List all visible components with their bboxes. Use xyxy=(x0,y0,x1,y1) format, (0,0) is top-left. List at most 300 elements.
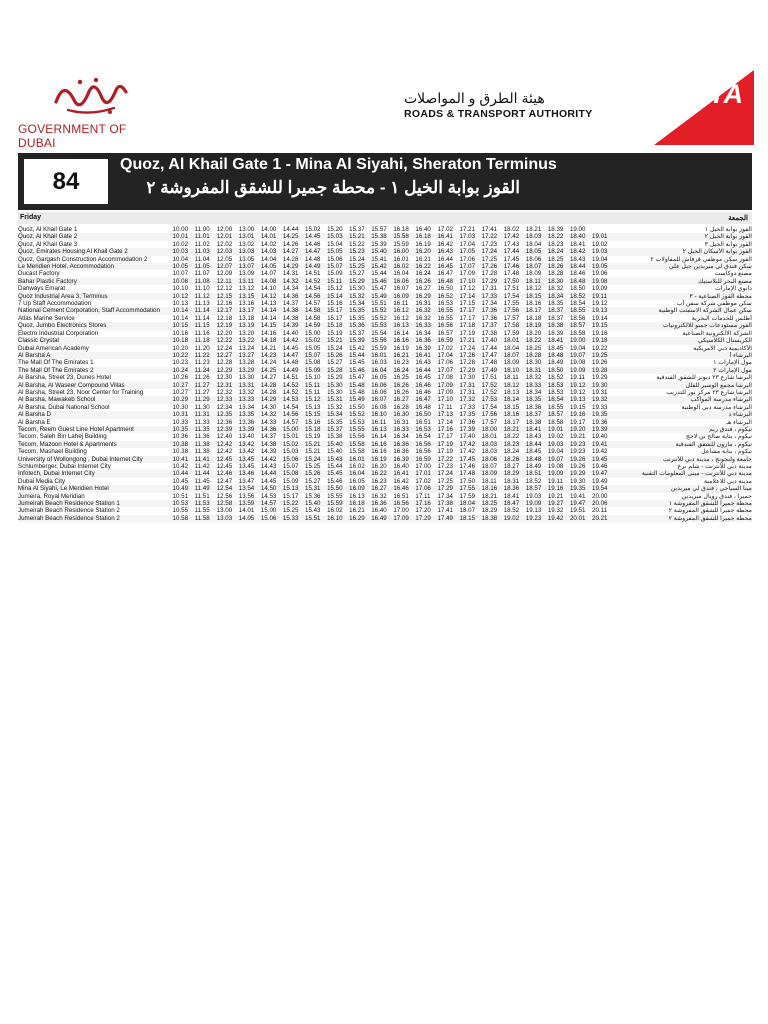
departure-time: 18.03 xyxy=(482,441,504,448)
departure-time: 14.04 xyxy=(260,255,277,263)
departure-time: 18.57 xyxy=(570,322,592,329)
departure-time: 19.49 xyxy=(592,477,608,485)
departure-time: 18.21 xyxy=(481,492,498,500)
departure-time: 16.18 xyxy=(393,226,409,233)
table-row xyxy=(18,448,752,455)
departure-time: 16.31 xyxy=(393,418,409,426)
departure-time: 16.26 xyxy=(393,382,415,389)
departure-time: 15.43 xyxy=(327,456,349,463)
departure-time: 11.05 xyxy=(195,263,217,270)
departure-time: 18.37 xyxy=(548,307,570,314)
stop-name-english: Quoz, Jumbo Electronics Stores xyxy=(18,322,173,329)
departure-time: 19.09 xyxy=(592,285,608,293)
departure-time: 15.40 xyxy=(305,500,327,507)
departure-time: 15.18 xyxy=(305,426,327,433)
departure-time: 15.03 xyxy=(327,233,349,240)
stop-name-arabic: البرشاء أ xyxy=(614,352,752,359)
departure-time: 16.47 xyxy=(437,270,453,278)
departure-time: 15.38 xyxy=(327,433,343,441)
departure-time: 16.30 xyxy=(393,411,415,418)
departure-time: 16.06 xyxy=(371,382,393,389)
stop-name-english: Jumeirah Beach Residence Station 2 xyxy=(18,507,120,515)
departure-time: 16.13 xyxy=(393,322,415,329)
departure-time: 19.29 xyxy=(570,470,592,477)
departure-time: 15.22 xyxy=(349,240,365,248)
departure-time: 17.21 xyxy=(460,337,482,344)
departure-time: 15.05 xyxy=(327,248,349,255)
departure-time: 15.47 xyxy=(371,285,387,293)
departure-time: 18.41 xyxy=(503,492,520,500)
departure-time: 19.01 xyxy=(592,233,614,240)
departure-time: 17.36 xyxy=(482,307,504,314)
table-row xyxy=(18,411,752,418)
stop-name-arabic: محطة القوز الصناعية - ٣ xyxy=(614,293,752,300)
departure-time: 15.19 xyxy=(305,433,321,441)
departure-time: 18.30 xyxy=(525,359,542,367)
departure-time: 16.39 xyxy=(393,456,415,463)
departure-time: 17.30 xyxy=(459,374,476,382)
departure-time: 17.20 xyxy=(415,507,431,515)
departure-time: 16.24 xyxy=(415,270,431,278)
departure-time: 18.27 xyxy=(503,463,520,470)
departure-time: 15.56 xyxy=(371,337,393,344)
departure-time: 18.19 xyxy=(526,322,548,329)
stop-name-arabic: البرشا مجمع الوسير للفلل xyxy=(614,382,752,389)
departure-time: 17.50 xyxy=(459,477,476,485)
departure-time: 15.54 xyxy=(371,329,387,337)
departure-time: 17.33 xyxy=(482,293,504,300)
departure-time: 17.06 xyxy=(437,359,453,367)
departure-time: 16.41 xyxy=(437,233,459,240)
day-label-english: Friday xyxy=(20,214,42,221)
timetable xyxy=(18,226,752,522)
departure-time: 19.41 xyxy=(592,441,614,448)
departure-time: 18.30 xyxy=(548,278,570,285)
departure-time: 16.18 xyxy=(349,500,371,507)
departure-time: 16.52 xyxy=(437,293,459,300)
departure-time: 16.06 xyxy=(393,278,415,285)
government-of-dubai-logo xyxy=(18,72,148,150)
departure-time: 17.09 xyxy=(437,382,459,389)
stop-name-arabic: القوز سكن موظفي قرقاش للمقاولات ٢ xyxy=(650,255,752,263)
departure-time: 15.30 xyxy=(327,388,343,396)
table-row xyxy=(18,493,752,500)
departure-time: 14.57 xyxy=(282,418,299,426)
table-row xyxy=(18,463,752,470)
table-row xyxy=(18,300,752,307)
departure-time: 15.07 xyxy=(282,463,299,470)
departure-time: 17.19 xyxy=(437,448,453,456)
departure-time: 17.44 xyxy=(504,248,526,255)
departure-time: 14.46 xyxy=(305,240,321,248)
departure-time: 18.16 xyxy=(525,300,542,308)
stop-name-arabic: البرشا شارع ٢٣ مركز نور للتدريب xyxy=(666,388,752,396)
departure-time: 19.47 xyxy=(570,500,592,507)
departure-time: 16.40 xyxy=(371,507,387,515)
table-row xyxy=(18,515,752,522)
departure-time: 14.02 xyxy=(260,240,277,248)
departure-time: 14.44 xyxy=(261,470,283,477)
departure-time: 17.10 xyxy=(460,278,482,285)
departure-time: 14.36 xyxy=(283,293,305,300)
departure-time: 15.03 xyxy=(282,448,299,456)
departure-time: 12.18 xyxy=(216,314,233,322)
departure-time: 19.08 xyxy=(547,463,564,470)
departure-time: 19.16 xyxy=(592,329,608,337)
departure-time: 12.42 xyxy=(217,441,239,448)
departure-time: 14.34 xyxy=(282,285,299,293)
departure-time: 16.32 xyxy=(371,492,387,500)
departure-time: 16.40 xyxy=(415,226,431,233)
stop-name-arabic: مصنع البحر للبلاستيك xyxy=(614,278,752,285)
departure-time: 15.16 xyxy=(327,300,343,308)
departure-time: 16.09 xyxy=(349,485,371,492)
departure-time: 15.25 xyxy=(349,263,371,270)
stop-name-english: Quoz, Al Khail Gate 3 xyxy=(18,240,78,248)
departure-time: 16.02 xyxy=(393,263,415,270)
stop-name-arabic: أطلس للخدمات البحرية xyxy=(691,314,752,322)
departure-time: 10.18 xyxy=(173,337,195,344)
departure-time: 15.13 xyxy=(283,485,305,492)
departure-time: 17.53 xyxy=(482,396,504,403)
departure-time: 16.55 xyxy=(437,314,453,322)
departure-time: 16.01 xyxy=(349,456,371,463)
departure-time: 11.29 xyxy=(195,396,217,403)
departure-time: 14.32 xyxy=(283,278,305,285)
stop-name-arabic: القوز مستودعات جمبو للالكترونيات xyxy=(614,322,752,329)
departure-time: 17.52 xyxy=(481,388,498,396)
stop-name-english: Al Barsha A xyxy=(18,352,173,359)
departure-time: 15.00 xyxy=(260,507,277,515)
departure-time: 13.40 xyxy=(238,433,255,441)
departure-time: 10.20 xyxy=(172,344,189,352)
departure-time: 18.15 xyxy=(460,515,482,522)
departure-time: 17.02 xyxy=(415,477,431,485)
departure-time: 12.31 xyxy=(217,382,239,389)
stop-name-english: Al Barsha, Mawakeb School xyxy=(18,396,173,403)
departure-time: 16.05 xyxy=(371,374,387,382)
departure-time: 17.49 xyxy=(437,515,459,522)
departure-time: 18.29 xyxy=(481,507,498,515)
departure-time: 17.42 xyxy=(459,448,476,456)
departure-time: 11.03 xyxy=(195,248,217,255)
departure-time: 13.02 xyxy=(238,240,255,248)
departure-time: 15.42 xyxy=(349,344,365,352)
departure-time: 12.35 xyxy=(217,411,239,418)
route-number: 84 xyxy=(24,159,108,204)
departure-time: 19.26 xyxy=(569,463,586,470)
departure-time: 18.34 xyxy=(525,388,542,396)
departure-time: 18.03 xyxy=(526,233,548,240)
departure-time: 18.01 xyxy=(481,433,498,441)
stop-name-english: Tecom, Mashael Building xyxy=(18,448,87,456)
departure-time: 16.14 xyxy=(393,329,409,337)
departure-time: 18.22 xyxy=(548,233,570,240)
departure-time: 17.31 xyxy=(460,382,482,389)
departure-time: 11.36 xyxy=(194,433,210,441)
departure-time: 19.11 xyxy=(569,374,585,382)
departure-time: 16.36 xyxy=(415,337,437,344)
table-row xyxy=(18,322,752,329)
departure-time: 17.04 xyxy=(437,352,459,359)
departure-time: 11.14 xyxy=(194,314,210,322)
departure-time: 12.42 xyxy=(216,448,233,456)
departure-time: 16.50 xyxy=(437,285,453,293)
departure-time: 17.16 xyxy=(415,500,437,507)
departure-time: 10.41 xyxy=(173,456,195,463)
departure-time: 15.26 xyxy=(327,352,349,359)
departure-time: 14.13 xyxy=(260,300,277,308)
departure-time: 19.14 xyxy=(592,314,608,322)
departure-time: 18.52 xyxy=(525,477,542,485)
departure-time: 16.41 xyxy=(415,352,437,359)
departure-time: 15.49 xyxy=(371,293,393,300)
departure-time: 13.46 xyxy=(239,470,261,477)
table-row xyxy=(18,389,752,396)
stop-name-english: Schlumberger, Dubai Internet City xyxy=(18,463,111,470)
departure-time: 15.09 xyxy=(327,270,343,278)
departure-time: 13.05 xyxy=(238,255,255,263)
departure-time: 14.38 xyxy=(282,314,299,322)
stop-name-english: Atlas Marine Service xyxy=(18,314,75,322)
departure-time: 19.33 xyxy=(592,403,608,411)
departure-time: 19.12 xyxy=(570,382,592,389)
departure-time: 15.35 xyxy=(349,307,371,314)
departure-time: 13.47 xyxy=(238,477,255,485)
departure-time: 15.52 xyxy=(371,307,393,314)
stop-name-arabic: تيكوم ، بناية صالح بن لاحج xyxy=(686,433,752,441)
departure-time: 12.30 xyxy=(216,374,233,382)
stop-name-english: Quoz, Gargash Construction Accommodation 2 xyxy=(18,255,148,263)
departure-time: 19.26 xyxy=(592,359,608,367)
departure-time: 15.57 xyxy=(371,226,387,233)
stop-name-arabic: الكريستال الكلاسيكي xyxy=(614,337,752,344)
departure-time: 11.13 xyxy=(194,300,210,308)
stop-name-arabic: جامعة ولنجونج ، مدينة دبي للأنترنت xyxy=(614,456,752,463)
departure-time: 17.21 xyxy=(459,226,476,233)
departure-time: 18.43 xyxy=(569,255,586,263)
departure-time: 16.16 xyxy=(393,337,415,344)
departure-time: 17.17 xyxy=(460,307,482,314)
departure-time: 15.11 xyxy=(305,382,327,389)
departure-time: 18.53 xyxy=(548,382,570,389)
departure-time: 15.12 xyxy=(305,396,327,403)
departure-time: 20.00 xyxy=(592,492,608,500)
table-row xyxy=(18,241,752,248)
departure-time: 18.21 xyxy=(504,426,526,433)
departure-time: 18.05 xyxy=(526,248,548,255)
departure-time: 12.54 xyxy=(217,485,239,492)
departure-time: 16.13 xyxy=(349,492,365,500)
departure-time: 18.41 xyxy=(569,240,586,248)
departure-time: 17.40 xyxy=(482,337,504,344)
departure-time: 20.06 xyxy=(592,500,614,507)
departure-time: 16.53 xyxy=(415,426,437,433)
departure-time: 17.31 xyxy=(481,285,498,293)
departure-time: 18.34 xyxy=(548,293,570,300)
stop-name-english: Quoz, Al Khail Gate 1 xyxy=(18,226,78,233)
departure-time: 19.09 xyxy=(570,367,592,374)
departure-time: 10.29 xyxy=(173,396,195,403)
departure-time: 14.40 xyxy=(282,329,299,337)
departure-time: 15.17 xyxy=(327,307,349,314)
departure-time: 14.05 xyxy=(239,515,261,522)
departure-time: 18.00 xyxy=(482,426,504,433)
departure-time: 14.30 xyxy=(260,403,277,411)
stop-name-english: Classic Crystal xyxy=(18,337,173,344)
departure-time: 17.48 xyxy=(481,359,498,367)
departure-time: 15.44 xyxy=(327,463,343,470)
departure-time: 19.35 xyxy=(570,485,592,492)
departure-time: 15.21 xyxy=(327,337,349,344)
departure-time: 17.03 xyxy=(460,233,482,240)
departure-time: 10.42 xyxy=(172,463,189,470)
departure-time: 16.21 xyxy=(415,255,431,263)
departure-time: 14.10 xyxy=(260,285,277,293)
departure-time: 11.33 xyxy=(194,418,210,426)
departure-time: 12.19 xyxy=(217,322,239,329)
departure-time: 12.32 xyxy=(216,388,233,396)
departure-time: 11.12 xyxy=(195,293,217,300)
stop-name-arabic: جميرا ، فندق رويال ميريدين xyxy=(681,492,752,500)
departure-time: 15.28 xyxy=(327,367,349,374)
departure-time: 16.06 xyxy=(371,388,387,396)
departure-time: 14.14 xyxy=(261,307,283,314)
departure-time: 19.51 xyxy=(569,507,586,515)
departure-time: 14.01 xyxy=(238,507,255,515)
departure-time: 19.46 xyxy=(592,463,608,470)
stop-name-english: The Mall Of The Emirates 1 xyxy=(18,359,94,367)
departure-time: 17.46 xyxy=(459,463,476,470)
departure-time: 18.47 xyxy=(504,500,526,507)
departure-time: 17.41 xyxy=(481,226,498,233)
departure-time: 16.19 xyxy=(371,456,393,463)
departure-time: 15.39 xyxy=(371,240,387,248)
departure-time: 17.18 xyxy=(460,322,482,329)
departure-time: 18.04 xyxy=(460,500,482,507)
departure-time: 16.02 xyxy=(327,507,343,515)
departure-time: 14.32 xyxy=(261,411,283,418)
departure-time: 10.14 xyxy=(172,314,189,322)
departure-time: 16.13 xyxy=(371,426,393,433)
departure-time: 11.00 xyxy=(194,226,210,233)
departure-time: 16.07 xyxy=(371,396,393,403)
departure-time: 17.22 xyxy=(482,233,504,240)
departure-time: 16.12 xyxy=(393,307,415,314)
departure-time: 17.25 xyxy=(481,255,498,263)
departure-time: 14.05 xyxy=(261,263,283,270)
departure-time: 10.07 xyxy=(172,270,189,278)
departure-time: 11.04 xyxy=(194,255,210,263)
departure-time: 15.59 xyxy=(327,500,349,507)
departure-time: 13.42 xyxy=(238,448,255,456)
departure-time: 14.26 xyxy=(282,240,299,248)
departure-time: 15.56 xyxy=(349,433,365,441)
departure-time: 14.36 xyxy=(261,426,283,433)
departure-time: 14.54 xyxy=(305,285,321,293)
departure-time: 17.54 xyxy=(504,293,526,300)
departure-time: 18.37 xyxy=(526,411,548,418)
departure-time: 19.36 xyxy=(592,418,608,426)
departure-time: 15.24 xyxy=(305,456,327,463)
departure-time: 18.15 xyxy=(526,293,548,300)
departure-time: 17.02 xyxy=(437,344,453,352)
departure-time: 18.06 xyxy=(482,456,504,463)
departure-time: 11.26 xyxy=(194,374,210,382)
departure-time: 15.48 xyxy=(349,388,365,396)
departure-time: 16.48 xyxy=(415,403,431,411)
departure-time: 14.12 xyxy=(261,293,283,300)
stop-name-arabic: مدينة دبي للأنترنت - مبنى المعلومات التقنية xyxy=(614,470,752,477)
table-row xyxy=(18,470,752,477)
departure-time: 16.56 xyxy=(437,322,459,329)
departure-time: 19.03 xyxy=(592,248,614,255)
departure-time: 16.27 xyxy=(393,396,415,403)
departure-time: 18.39 xyxy=(547,329,564,337)
departure-time: 17.17 xyxy=(437,433,453,441)
departure-time: 17.55 xyxy=(460,485,482,492)
departure-time: 10.27 xyxy=(172,388,189,396)
stop-name-arabic: البرشاء د xyxy=(614,411,752,418)
stop-name-english: Bahar Plastic Factory xyxy=(18,278,173,285)
departure-time: 14.28 xyxy=(282,255,299,263)
departure-time: 16.27 xyxy=(415,285,431,293)
departure-time: 16.01 xyxy=(371,352,393,359)
departure-time: 13.27 xyxy=(239,352,261,359)
departure-time: 18.42 xyxy=(570,248,592,255)
departure-time: 15.21 xyxy=(305,441,327,448)
departure-time: 18.45 xyxy=(547,344,564,352)
departure-time: 16.39 xyxy=(415,344,431,352)
departure-time: 17.51 xyxy=(481,374,498,382)
departure-time: 18.12 xyxy=(504,382,526,389)
stop-name-arabic: مدينة دبي للاعلامية xyxy=(703,477,752,485)
departure-time: 13.15 xyxy=(239,293,261,300)
departure-time: 18.26 xyxy=(504,456,526,463)
departure-time: 16.00 xyxy=(393,248,415,255)
departure-time: 14.47 xyxy=(283,352,305,359)
departure-time: 17.11 xyxy=(437,403,453,411)
stop-name-english: Mina Al Siyahi, Le Meridien Hotel xyxy=(18,485,173,492)
departure-time: 15.23 xyxy=(349,248,371,255)
stop-name-arabic: مول الإمارات ١ xyxy=(713,359,752,367)
table-row xyxy=(18,293,752,300)
departure-time: 15.58 xyxy=(349,448,365,456)
departure-time: 18.23 xyxy=(504,441,526,448)
departure-time: 18.25 xyxy=(547,255,564,263)
departure-time: 13.18 xyxy=(238,314,255,322)
departure-time: 18.38 xyxy=(482,515,504,522)
departure-time: 16.16 xyxy=(371,448,387,456)
departure-time: 17.49 xyxy=(482,367,504,374)
departure-time: 17.34 xyxy=(437,492,453,500)
departure-time: 12.05 xyxy=(216,255,233,263)
departure-time: 19.12 xyxy=(592,300,608,308)
departure-time: 11.38 xyxy=(195,441,217,448)
departure-time: 17.23 xyxy=(437,463,453,470)
departure-time: 15.02 xyxy=(283,441,305,448)
departure-time: 14.03 xyxy=(261,248,283,255)
departure-time: 18.22 xyxy=(503,433,520,441)
departure-time: 19.07 xyxy=(570,352,592,359)
departure-time: 14.38 xyxy=(261,441,283,448)
departure-time: 18.57 xyxy=(548,411,570,418)
departure-time: 17.07 xyxy=(460,263,482,270)
departure-time: 10.30 xyxy=(172,403,189,411)
departure-time: 19.11 xyxy=(547,477,563,485)
departure-time: 15.21 xyxy=(305,448,321,456)
departure-time: 18.36 xyxy=(525,403,542,411)
